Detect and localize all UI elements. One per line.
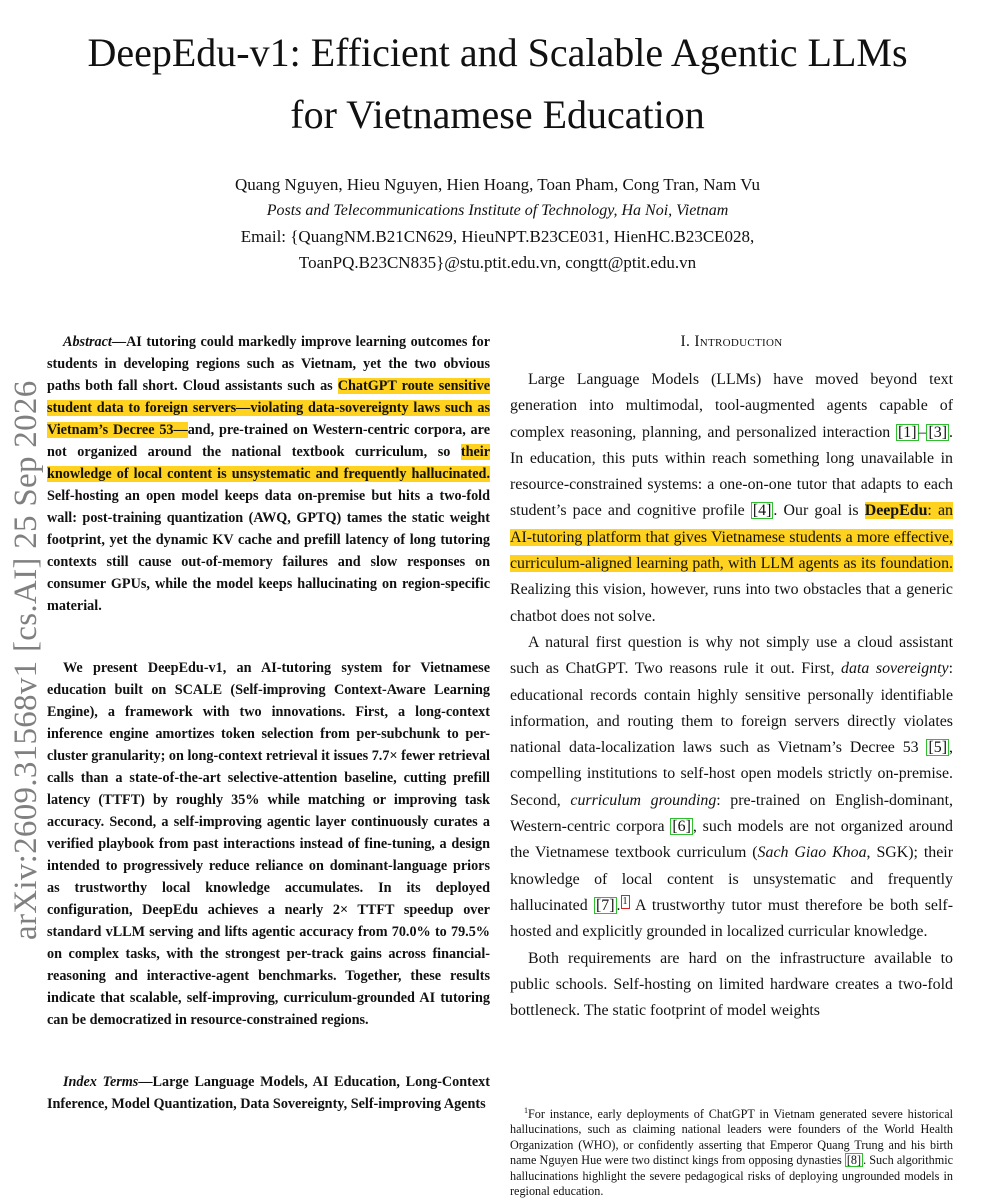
intro-text-1c: . Our goal is [773,502,865,520]
arxiv-identifier-stamp: arXiv:2609.31568v1 [cs.AI] 25 Sep 2026 [8,380,44,940]
abstract-paragraph-2: We present DeepEdu-v1, an AI-tutoring system for Vietnamese education built on SCALE (Self-improving Context-Aware Learning Engine), a framework with two innovations. First, a long-context inference engine amortizes token selection from per-subchunk to per-cluster granularity; on long-context retrieval it issues 7.7× fewer retrieval calls than a state-of-the-art selective-attention baseline, cutting prefill latency (TTFT) by roughly 35% while matching or improving task accuracy. Second, a self-improving agentic layer continuously curates a verified playbook from past interactions instead of fine-tuning, a design intended to progressively reduce reliance on dominant-language priors as trustworthy local knowledge accumulates. In its deployed configuration, DeepEdu achieves a nearly 2× TTFT speedup over standard vLLM serving and lifts agentic accuracy from 70.0% to 79.5% on complex tasks, with the strongest per-track gains across financial-reasoning and interactive-agent benchmarks. Together, these results indicate that scalable, self-improving, curriculum-grounded AI tutoring can be democratized in resource-constrained regions. [47,660,490,1028]
abstract-paragraph-1 [47,331,490,617]
intro-paragraph-1 [510,367,953,630]
author-list: Quang Nguyen, Hieu Nguyen, Hien Hoang, Toan Pham, Cong Tran, Nam Vu [234,175,761,194]
index-terms-label: Index Terms [63,1074,139,1090]
section-numeral: I. [680,333,691,350]
intro-text-2f: , SGK); their knowledge of local content is unsystematic and frequently hallucinated [510,844,953,914]
citation-link-6[interactable]: [6] [672,818,691,836]
section-title: Introduction [694,333,783,350]
title-line-2: for Vietnamese Education [290,92,705,137]
intro-paragraph-2 [510,630,953,946]
intro-text-2d: : pre-trained on English-dominant, Western-centric corpora [510,791,953,836]
intro-paragraph-3: Both requirements are hard on the infrastructure available to public schools. Self-hosting on limited hardware creates a two-fold bottleneck. The static footprint of model weights [510,949,953,1020]
title-line-1: DeepEdu-v1: Efficient and Scalable Agentic LLMs [87,30,908,75]
section-heading-introduction [510,331,953,353]
citation-link-3[interactable]: [3] [928,423,948,441]
deepedu-highlight-bold: DeepEdu [864,502,928,520]
footnote-reference-link[interactable]: 1 [622,895,628,907]
intro-emphasis-data-sovereignty: data sovereignty [841,660,949,678]
left-column [47,331,490,1115]
intro-text-2b: : educational records contain highly sensitive personally identifiable information, and routing them to foreign servers directly violates national data-localization laws such as Vietnam’s Decree 53 [510,660,953,757]
citation-link-4[interactable]: [4] [752,502,772,520]
abstract-dash: — [111,334,127,350]
intro-text-2e: , such models are not organized around the Vietnamese textbook curriculum ( [510,818,954,862]
intro-text-1a: Large Language Models (LLMs) have moved beyond text generation into multimodal, tool-augmented agents capable of complex reasoning, planning, and personalized interaction [510,371,953,441]
author-block [0,172,995,276]
intro-text-1b: . In education, this puts within reach something long unavailable in resource-constrained systems: a one-on-one tutor that adapts to each student’s pace and cognitive profile [510,423,953,520]
intro-text-2g: . [616,896,621,914]
intro-emphasis-sgk: Sach Giao Khoa [757,844,867,862]
citation-link-1[interactable]: [1] [898,423,917,441]
abstract-text-1a: AI tutoring could markedly improve learning outcomes for students in developing regions such as Vietnam, yet the two obvious paths both fall short. Cloud assistants such as [47,334,490,394]
paper-title [0,22,995,146]
email-line-2: ToanPQ.B23CN835}@stu.ptit.edu.vn, congtt@ptit.edu.vn [298,253,697,272]
footnote-mark: 1 [524,1106,528,1115]
intro-text-2c: , compelling institutions to self-host open models strictly on-premise. Second, [510,739,953,809]
intro-emphasis-curriculum-grounding: curriculum grounding [570,791,717,809]
abstract-text-1b: and, pre-trained on Western-centric corpora, are not organized around the national textbook curriculum, so [47,422,490,460]
intro-text-2h: A trustworthy tutor must therefore be both self-hosted and explicitly grounded in localized curricular knowledge. [510,896,953,941]
abstract-highlight-1: ChatGPT route sensitive student data to foreign servers—violating data-sovereignty laws such as Vietnam’s Decree 53— [47,378,490,438]
citation-range-dash: – [918,423,927,441]
deepedu-highlight-text: : an AI-tutoring platform that gives Vietnamese students a more effective, curriculum-aligned learning path, with LLM agents as its foundation. [510,502,954,573]
affiliation: Posts and Telecommunications Institute of Technology, Ha Noi, Vietnam [266,202,729,219]
footnote-text-b: . Such algorithmic hallucinations highlight the severe pedagogical risks of deploying ungrounded models in regional education. [510,1153,953,1199]
intro-text-1d: Realizing this vision, however, runs into two obstacles that a generic chatbot does not solve. [510,581,953,625]
abstract-label: Abstract [63,334,112,350]
right-column [510,331,953,1024]
email-line-1: Email: {QuangNM.B21CN629, HieuNPT.B23CE031, HienHC.B23CE028, [240,227,755,246]
abstract-text-1c: Self-hosting an open model keeps data on-premise but hits a two-fold wall: post-training quantization (AWQ, GPTQ) tames the static weight footprint, yet the dynamic KV cache and prefill latency of long tutoring contexts still cause out-of-memory failures and slow responses on consumer GPUs, while the model keeps hallucinating on region-specific material. [47,488,490,614]
abstract-highlight-2: their knowledge of local content is unsystematic and frequently hallucinated. [47,444,490,482]
footnote-citation-link-8[interactable]: [8] [846,1153,862,1168]
footnote [510,1103,953,1200]
intro-text-2a: A natural first question is why not simply use a cloud assistant such as ChatGPT. Two reasons rule it out. First, [510,633,953,678]
index-terms-dash: — [138,1074,153,1090]
citation-link-5[interactable]: [5] [928,739,948,757]
index-terms [47,1071,490,1115]
footnote-text-a: For instance, early deployments of ChatGPT in Vietnam generated severe historical hallucinations, such as claiming national leaders were founders of the World Health Organization (WHO), or confidently asserting that Emperor Quang Trung and his birth name Nguyen Hue were two distinct kings from opposing dynasties [510,1107,953,1168]
citation-link-7[interactable]: [7] [596,896,615,914]
index-terms-text: Large Language Models, AI Education, Long-Context Inference, Model Quantization, Data Sovereignty, Self-improving Agents [47,1074,491,1112]
